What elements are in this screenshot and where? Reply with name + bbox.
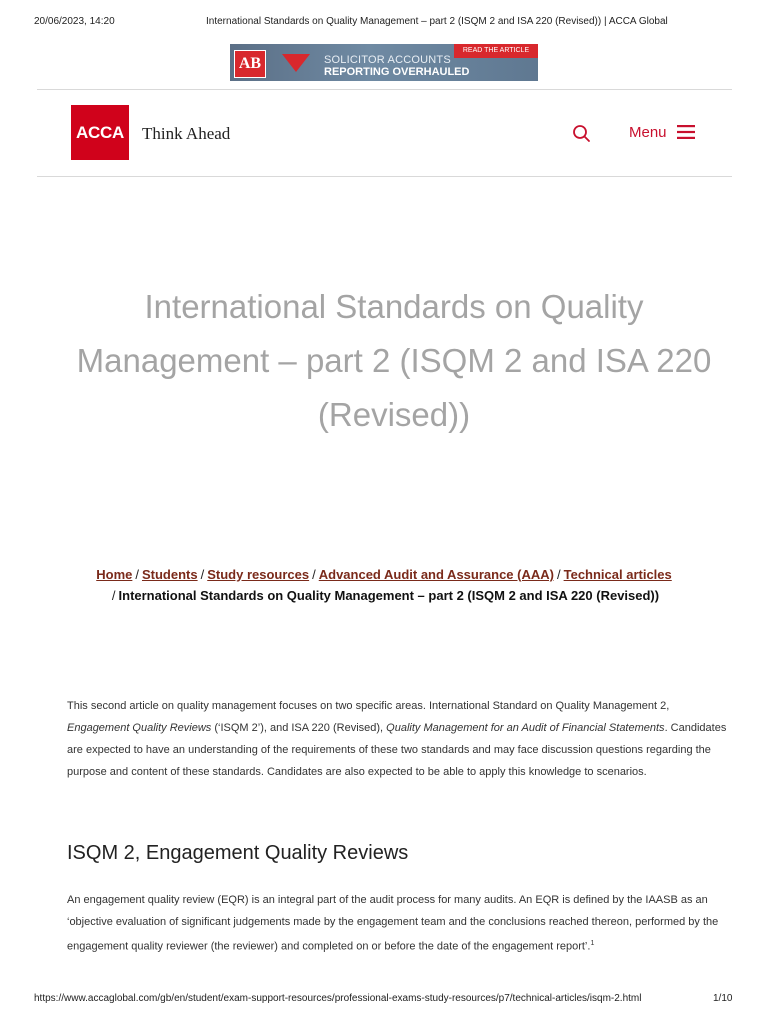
page-title: International Standards on Quality Management – part 2 (ISQM 2 and ISA 220 (Revised)) — [76, 288, 712, 433]
intro-emphasis-1: Engagement Quality Reviews — [67, 722, 212, 734]
print-header — [0, 12, 768, 26]
menu-button[interactable] — [629, 121, 695, 143]
section-heading: ISQM 2, Engagement Quality Reviews — [67, 842, 409, 864]
breadcrumb-technical-articles[interactable]: Technical articles — [563, 567, 672, 582]
hamburger-icon — [677, 125, 695, 139]
ad-read-article-tag[interactable]: READ THE ARTICLE — [454, 44, 538, 58]
breadcrumb — [70, 564, 698, 606]
breadcrumb-current: International Standards on Quality Management – part 2 (ISQM 2 and ISA 220 (Revised)) — [118, 588, 660, 603]
breadcrumb-aaa[interactable]: Advanced Audit and Assurance (AAA) — [318, 567, 554, 582]
intro-emphasis-2: Quality Management for an Audit of Financial Statements — [386, 722, 665, 734]
intro-text-1: This second article on quality management focuses on two specific areas. International Standard on Quality Management 2, — [67, 700, 670, 712]
breadcrumb-study-resources[interactable]: Study resources — [207, 567, 310, 582]
page-number: 1/10 — [713, 993, 733, 1004]
ad-headline-line1: SOLICITOR ACCOUNTS — [324, 54, 451, 66]
intro-paragraph — [67, 695, 727, 783]
breadcrumb-separator: / — [200, 567, 205, 582]
breadcrumb-separator: / — [135, 567, 139, 582]
intro-text-2: (‘ISQM 2’), and ISA 220 (Revised), — [211, 722, 387, 734]
header-top-divider — [37, 89, 732, 90]
search-button[interactable] — [572, 123, 592, 143]
funnel-icon — [282, 54, 310, 72]
menu-label: Menu — [629, 123, 667, 141]
ad-headline-line2: REPORTING OVERHAULED — [324, 66, 470, 78]
advertisement-banner[interactable] — [230, 44, 538, 81]
tagline: Think Ahead — [142, 124, 231, 143]
intro-text-3: . Candidates are expected to have an understanding of the requirements of these two standards and may face discussion questions regarding the purpose and content of these standards. Candidates are also expected to be able to apply this knowledge to scenarios. — [67, 722, 727, 778]
print-datetime: 20/06/2023, 14:20 — [34, 16, 115, 27]
breadcrumb-separator: / — [556, 567, 561, 582]
print-url: https://www.accaglobal.com/gb/en/student/exam-support-resources/professional-exams-study-resources/p7/technical-articles/isqm-2.html — [34, 993, 642, 1004]
breadcrumb-students[interactable]: Students — [141, 567, 198, 582]
ad-logo: AB — [234, 50, 266, 78]
footnote-ref[interactable]: 1 — [590, 940, 595, 947]
search-icon — [572, 123, 592, 143]
eqr-paragraph — [67, 889, 727, 958]
breadcrumb-home[interactable]: Home — [96, 567, 133, 582]
acca-logo[interactable]: ACCA — [71, 105, 129, 160]
print-document-title: International Standards on Quality Management – part 2 (ISQM 2 and ISA 220 (Revised)) | ACCA Global — [206, 16, 668, 27]
header-bottom-divider — [37, 176, 732, 177]
breadcrumb-separator: / — [312, 567, 316, 582]
eqr-text: An engagement quality review (EQR) is an integral part of the audit process for many audits. An EQR is defined by the IAASB as an ‘objective evaluation of significant judgements made by the engagement team and the conclusions reached thereon, performed by the engagement quality reviewer (the reviewer) and completed on or before the date of the engagement report’. — [67, 894, 719, 953]
breadcrumb-separator: / — [111, 588, 116, 603]
